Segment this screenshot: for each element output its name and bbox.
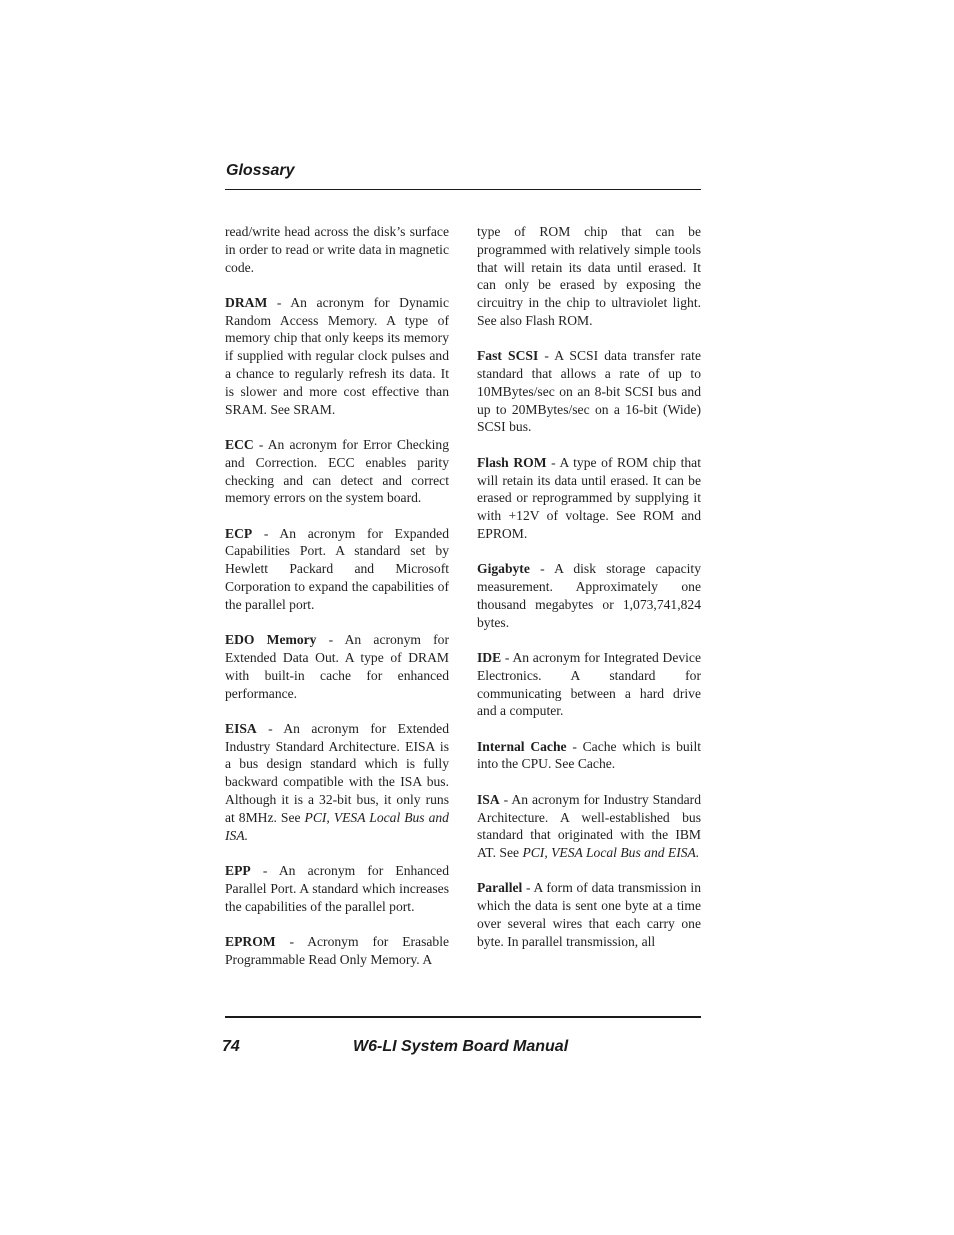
glossary-entry bbox=[225, 933, 449, 969]
glossary-term: ISA bbox=[477, 791, 500, 807]
glossary-term: IDE bbox=[477, 649, 502, 665]
glossary-definition: - An acronym for Integrated Device Electronics. A standard for communicating between a hard drive and a computer. bbox=[477, 649, 701, 719]
glossary-term: EISA bbox=[225, 720, 257, 736]
glossary-term: Fast SCSI bbox=[477, 348, 539, 364]
glossary-definition: - Cache which is built into the CPU. See Cache. bbox=[477, 738, 702, 772]
manual-title: W6-LI System Board Manual bbox=[353, 1038, 569, 1055]
glossary-entry bbox=[477, 738, 701, 774]
glossary-entry bbox=[477, 791, 701, 862]
glossary-entry bbox=[477, 454, 701, 543]
glossary-term: ECP bbox=[225, 525, 253, 541]
glossary-entry bbox=[477, 649, 701, 720]
glossary-entry bbox=[225, 525, 449, 614]
glossary-definition: - An acronym for Error Checking and Correction. ECC enables parity checking and can detect and correct memory errors on the system board. bbox=[225, 436, 449, 506]
glossary-definition: - An acronym for Expanded Capabilities Port. A standard set by Hewlett Packard and Microsoft Corporation to expand the capabilities of the parallel port. bbox=[225, 525, 449, 612]
glossary-entry bbox=[225, 436, 449, 507]
glossary-term: Flash ROM bbox=[477, 454, 547, 470]
glossary-definition: - An acronym for Industry Standard Architecture. A well-established bus standard that originated with the IBM AT. See bbox=[477, 791, 701, 861]
glossary-term: EPP bbox=[225, 862, 251, 878]
glossary-definition: - An acronym for Dynamic Random Access Memory. A type of memory chip that only keeps its memory if supplied with regular clock pulses and a chance to regularly refresh its data. It is slower and more cost effective than SRAM. See SRAM. bbox=[225, 294, 449, 417]
glossary-entry bbox=[477, 560, 701, 631]
glossary-definition: - A form of data transmission in which the data is sent one byte at a time over several wires that each carry one byte. In parallel transmission, all bbox=[477, 880, 701, 949]
glossary-definition: - A type of ROM chip that will retain its data until erased. It can be erased or reprogrammed by supplying it with +12V of voltage. See ROM and EPROM. bbox=[477, 454, 701, 541]
glossary-term: EPROM bbox=[225, 933, 276, 949]
glossary-definition: type of ROM chip that can be programmed with relatively simple tools that will retain its data until erased. It can only be erased by exposing the circuitry in the chip to ultraviolet light. See also Flash ROM. bbox=[477, 224, 701, 328]
glossary-definition: - An acronym for Enhanced Parallel Port. A standard which increases the capabilities of the parallel port. bbox=[225, 862, 449, 914]
footer-rule bbox=[225, 1016, 701, 1018]
glossary-term: DRAM bbox=[225, 294, 268, 310]
glossary-entry bbox=[225, 223, 449, 276]
glossary-definition: read/write head across the disk’s surface in order to read or write data in magnetic code. bbox=[225, 224, 449, 275]
glossary-entry bbox=[477, 223, 701, 330]
glossary-term: ECC bbox=[225, 436, 254, 452]
glossary-column-left bbox=[225, 223, 449, 986]
glossary-column-right bbox=[477, 223, 701, 968]
page-number: 74 bbox=[222, 1038, 240, 1055]
glossary-entry bbox=[477, 347, 701, 436]
header-rule bbox=[225, 189, 701, 190]
glossary-term: Internal Cache bbox=[477, 738, 567, 754]
page-header-title: Glossary bbox=[226, 162, 295, 179]
glossary-entry bbox=[225, 862, 449, 915]
glossary-definition: - A SCSI data transfer rate standard that allows a rate of up to 10MBytes/sec on an 8-bit SCSI bus and up to 20MBytes/sec on a 16-bit (Wide) SCSI bus. bbox=[477, 348, 701, 435]
glossary-term: Gigabyte bbox=[477, 561, 530, 577]
glossary-entry bbox=[477, 879, 701, 950]
glossary-term: Parallel bbox=[477, 880, 523, 896]
glossary-term: EDO Memory bbox=[225, 632, 317, 648]
glossary-entry bbox=[225, 631, 449, 702]
glossary-entry bbox=[225, 720, 449, 845]
glossary-see-reference: PCI, VESA Local Bus and ISA. bbox=[225, 809, 449, 843]
glossary-definition: - An acronym for Extended Data Out. A type of DRAM with built-in cache for enhanced performance. bbox=[225, 632, 449, 701]
glossary-definition: - Acronym for Erasable Programmable Read Only Memory. A bbox=[225, 933, 449, 967]
glossary-entry bbox=[225, 294, 449, 419]
glossary-definition: - An acronym for Extended Industry Standard Architecture. EISA is a bus design standard which is fully backward compatible with the ISA bus. Although it is a 32-bit bus, it only runs at 8MHz. See bbox=[225, 720, 449, 825]
glossary-definition: - A disk storage capacity measurement. Approximately one thousand megabytes or 1,073,741,824 bytes. bbox=[477, 561, 701, 630]
glossary-see-reference: PCI, VESA Local Bus and EISA. bbox=[522, 845, 700, 861]
